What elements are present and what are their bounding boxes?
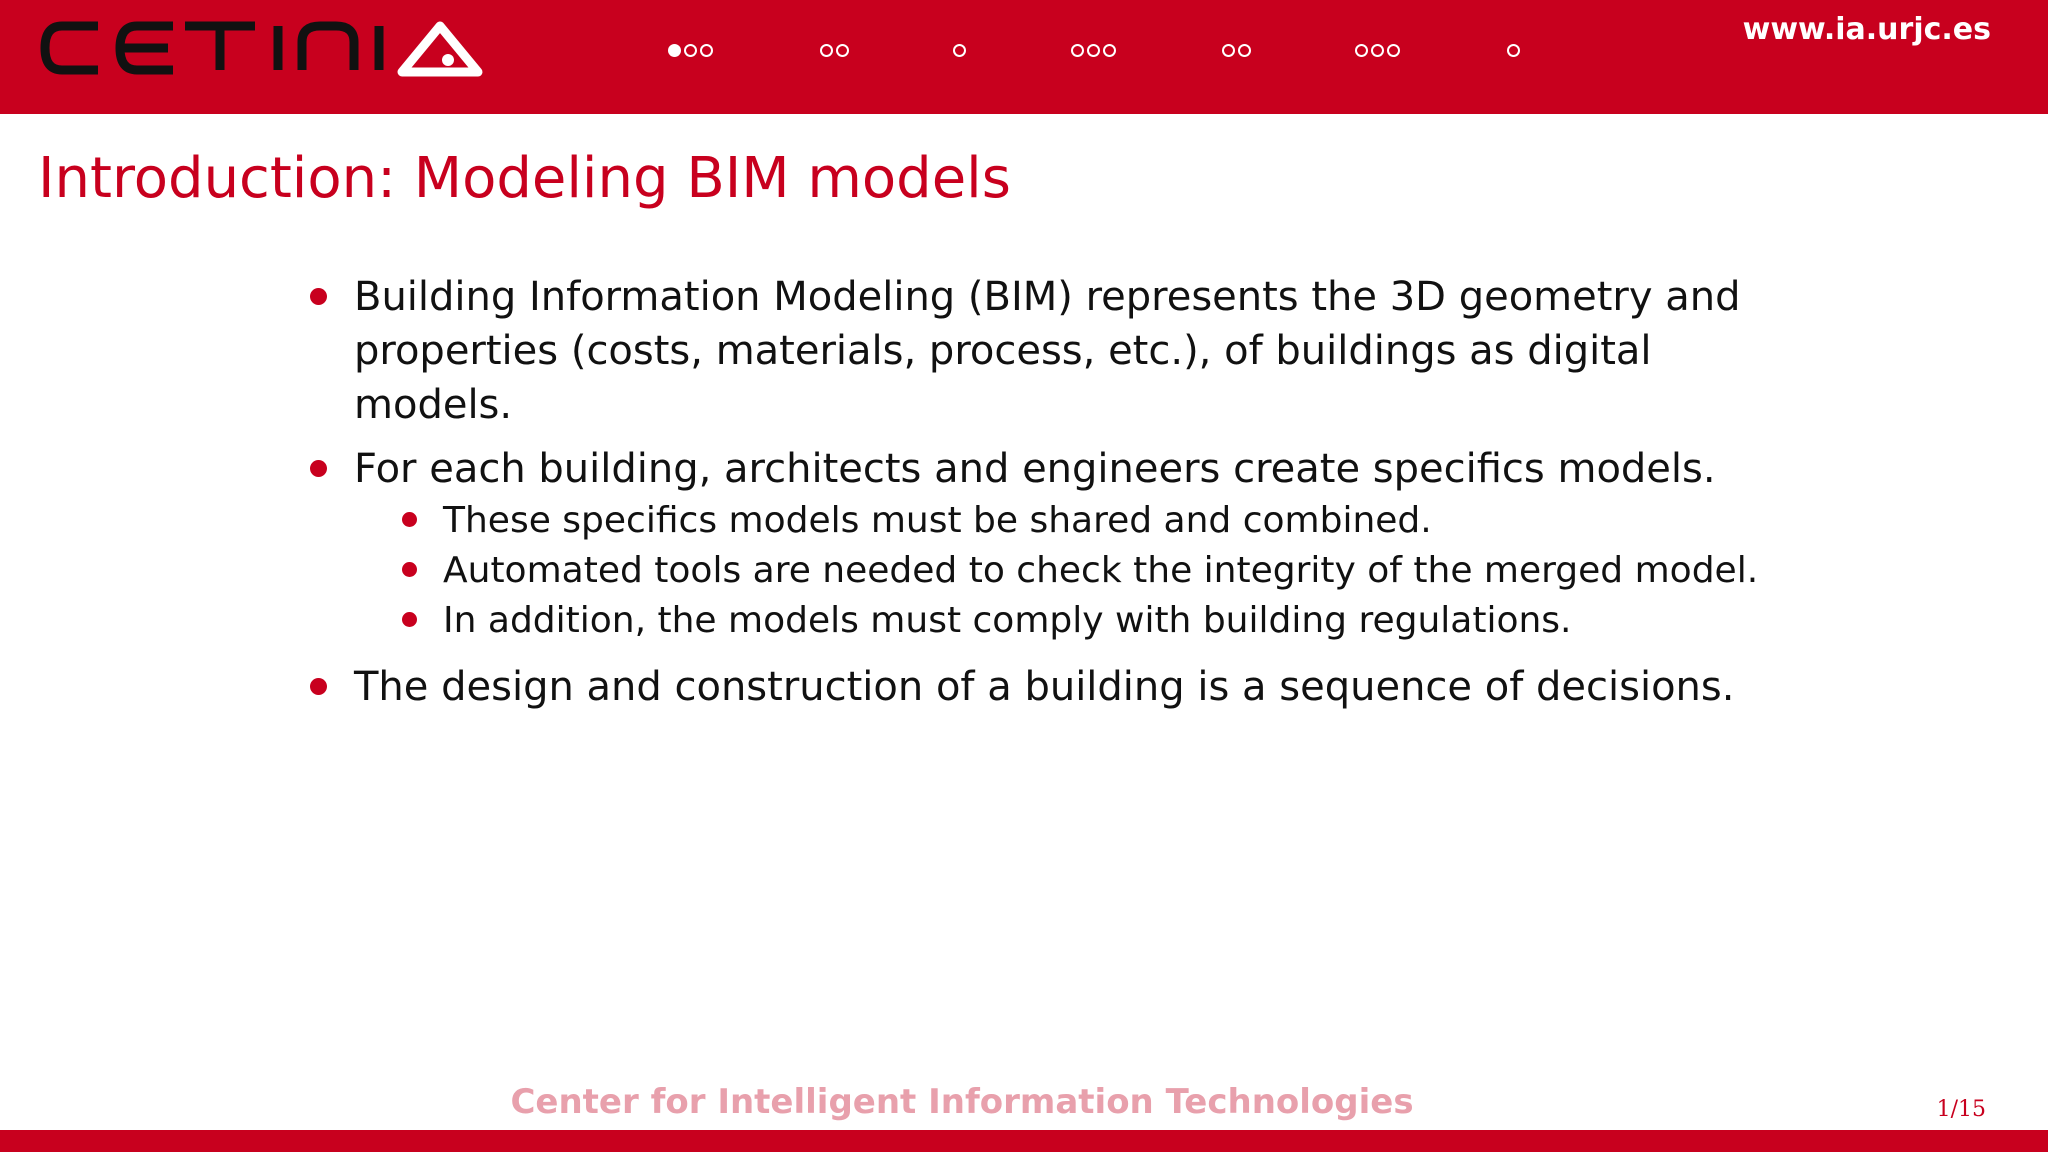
slide-content xyxy=(302,270,1762,714)
bullet-text: For each building, architects and engineers create specifics models. xyxy=(354,446,1716,492)
bullet-item xyxy=(302,660,1762,714)
nav-dot[interactable] xyxy=(820,44,833,57)
nav-dot[interactable] xyxy=(953,44,966,57)
slide-title: Introduction: Modeling BIM models xyxy=(38,146,1011,211)
nav-section-2[interactable] xyxy=(820,44,849,57)
sub-bullet-text: These specifics models must be shared and combined. xyxy=(443,500,1432,541)
sub-bullet-icon xyxy=(402,612,417,627)
nav-dot[interactable] xyxy=(836,44,849,57)
footer-center-text: Center for Intelligent Information Technologies xyxy=(510,1082,1414,1122)
nav-dot[interactable] xyxy=(1371,44,1384,57)
bullet-item xyxy=(302,270,1762,432)
nav-dot[interactable] xyxy=(1222,44,1235,57)
page-number: 1/15 xyxy=(1936,1097,1986,1122)
bullet-item xyxy=(302,442,1762,496)
nav-dot-current[interactable] xyxy=(668,44,681,57)
website-url[interactable]: www.ia.urjc.es xyxy=(1742,12,1991,47)
nav-dot[interactable] xyxy=(700,44,713,57)
nav-dot[interactable] xyxy=(1103,44,1116,57)
sub-bullet-icon xyxy=(402,512,417,527)
section-navigation xyxy=(0,44,2048,70)
sub-bullet-item xyxy=(302,596,1762,646)
sub-bullet-text: Automated tools are needed to check the integrity of the merged model. xyxy=(443,550,1759,591)
nav-section-1[interactable] xyxy=(668,44,713,57)
nav-dot[interactable] xyxy=(684,44,697,57)
nav-section-4[interactable] xyxy=(1071,44,1116,57)
sub-bullet-item xyxy=(302,496,1762,546)
footer-bar xyxy=(0,1130,2048,1152)
sub-bullet-item xyxy=(302,546,1762,596)
nav-dot[interactable] xyxy=(1387,44,1400,57)
nav-section-3[interactable] xyxy=(953,44,966,57)
bullet-icon xyxy=(310,678,327,695)
sub-bullet-icon xyxy=(402,562,417,577)
bullet-text: Building Information Modeling (BIM) represents the 3D geometry and properties (costs, materials, process, etc.), of buildings as digital models. xyxy=(354,274,1741,428)
sub-bullet-text: In addition, the models must comply with building regulations. xyxy=(443,600,1572,641)
nav-section-6[interactable] xyxy=(1355,44,1400,57)
nav-dot[interactable] xyxy=(1355,44,1368,57)
nav-section-7[interactable] xyxy=(1507,44,1520,57)
nav-dot[interactable] xyxy=(1507,44,1520,57)
nav-dot[interactable] xyxy=(1087,44,1100,57)
header-bar xyxy=(0,0,2048,114)
bullet-icon xyxy=(310,288,327,305)
bullet-icon xyxy=(310,460,327,477)
nav-dot[interactable] xyxy=(1238,44,1251,57)
bullet-text: The design and construction of a building is a sequence of decisions. xyxy=(354,664,1735,710)
nav-section-5[interactable] xyxy=(1222,44,1251,57)
nav-dot[interactable] xyxy=(1071,44,1084,57)
